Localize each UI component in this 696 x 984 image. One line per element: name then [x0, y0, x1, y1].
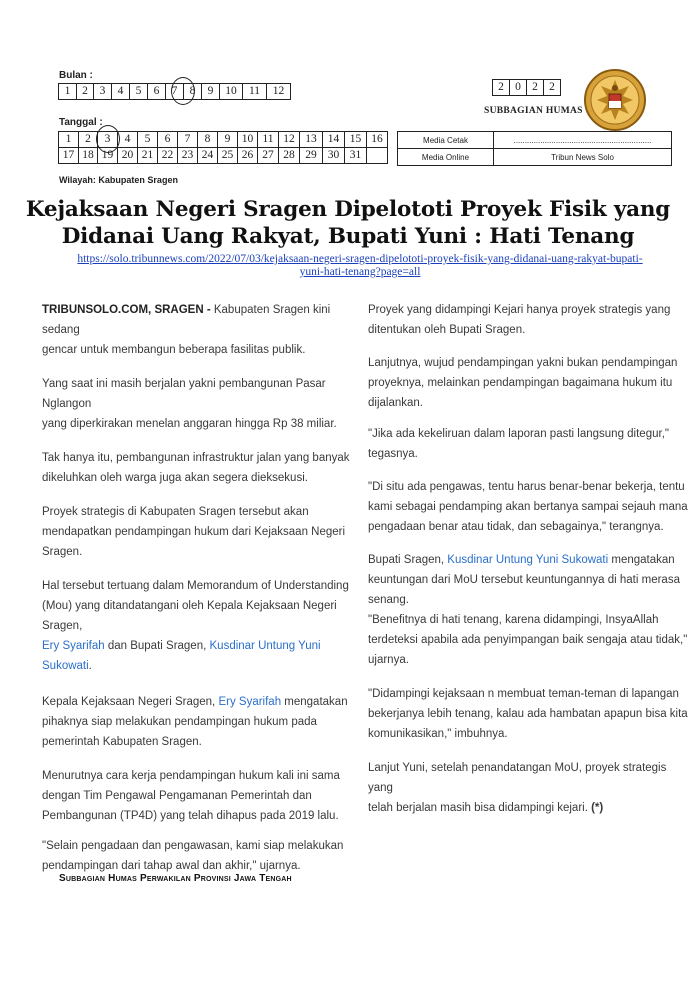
paragraph-line: Yang saat ini masih berjalan yakni pembangunan Pasar Nglangon: [42, 378, 326, 410]
date-cell: 10: [238, 132, 258, 148]
date-cell: 12: [279, 132, 300, 148]
date-cell: 8: [198, 132, 218, 148]
url-line[interactable]: yuni-hati-tenang?page=all: [299, 266, 421, 278]
date-cell: 20: [118, 148, 138, 164]
date-cell: 13: [300, 132, 323, 148]
bulan-label: Bulan :: [59, 70, 93, 81]
paragraph-line: Bupati Sragen, Kusdinar Untung Yuni Sukowati mengatakan: [368, 554, 675, 566]
paragraph-line: ditentukan oleh Bupati Sragen.: [368, 324, 526, 336]
date-cell: [367, 148, 388, 164]
date-cell: 25: [218, 148, 238, 164]
subbagian-label: SUBBAGIAN HUMAS: [484, 106, 583, 116]
date-cell: 18: [79, 148, 98, 164]
paragraph-line: pendampingan dari tahap awal dan akhir," ujarnya.: [42, 860, 301, 872]
date-cell: 24: [198, 148, 218, 164]
paragraph-line: (Mou) yang ditandatangani oleh Kepala Kejaksaan Negeri Sragen,: [42, 600, 337, 632]
year-digit: 0: [510, 80, 527, 96]
date-cell: 4: [118, 132, 138, 148]
media-cetak-label: Media Cetak: [398, 132, 494, 149]
paragraph-line: Pembangunan (TP4D) yang telah dihapus pada 2019 lalu.: [42, 810, 339, 822]
paragraph-line: terdeteksi apabila ada penyimpangan baik sengaja atau tidak,": [368, 634, 688, 646]
paragraph-line: pemerintah Kabupaten Sragen.: [42, 736, 202, 748]
article-title: [20, 196, 676, 250]
media-table: [397, 131, 672, 166]
month-cell: 10: [220, 84, 243, 100]
paragraph-line: dengan Tim Pengawal Pengamanan Pemerintah dan: [42, 790, 312, 802]
month-cell: 11: [243, 84, 267, 100]
right-column: [368, 300, 688, 818]
paragraph-line: pihaknya siap melakukan pendampingan hukum pada: [42, 716, 317, 728]
date-cell: 29: [300, 148, 323, 164]
footer-label: Subbagian Humas Perwakilan Provinsi Jawa Tengah: [59, 873, 292, 884]
paragraph-line: Lanjut Yuni, setelah penandatangan MoU, proyek strategis yang: [368, 762, 667, 794]
ery-syarifah-link[interactable]: Ery Syarifah: [218, 696, 282, 708]
month-cell: 9: [202, 84, 220, 100]
paragraph-line: bekerjanya lebih tenang, kalau ada hambatan apapun bisa kita: [368, 708, 688, 720]
ery-syarifah-link[interactable]: Ery Syarifah: [42, 640, 105, 652]
date-cell: 17: [59, 148, 79, 164]
paragraph-line: kami sebagai pendamping akan bertanya sampai sejauh mana: [368, 501, 688, 513]
month-cell: 1: [59, 84, 77, 100]
date-cell: 31: [345, 148, 367, 164]
month-cell: 8: [184, 84, 202, 100]
date-cell: 14: [323, 132, 345, 148]
paragraph-line: mendapatkan pendampingan hukum dari Kejaksaan Negeri: [42, 526, 346, 538]
url-line[interactable]: https://solo.tribunnews.com/2022/07/03/kejaksaan-negeri-sragen-dipelototi-proyek-fisik-yang-didanai-uang-rakyat-bupati-: [77, 253, 643, 265]
year-box: [492, 79, 561, 96]
date-cell: 1: [59, 132, 79, 148]
paragraph-line: "Benefitnya di hati tenang, karena didampingi, InsyaAllah: [368, 614, 659, 626]
title-line: Kejaksaan Negeri Sragen Dipelototi Proyek Fisik yang: [25, 197, 671, 222]
garuda-emblem-icon: [583, 68, 647, 132]
paragraph-line: proyeknya, melainkan pendampingan bagaimana hukum itu: [368, 377, 673, 389]
date-cell: 9: [218, 132, 238, 148]
paragraph-line: dijalankan.: [368, 397, 423, 409]
paragraph-line: senang.: [368, 594, 409, 606]
paragraph-line: telah berjalan masih bisa didampingi kejari. (*): [368, 802, 604, 814]
month-cell: 7: [166, 84, 184, 100]
tanggal-label: Tanggal :: [59, 117, 103, 128]
article-url-link[interactable]: [40, 253, 680, 279]
selected-month-circle: [171, 77, 195, 105]
date-cell: 16: [367, 132, 388, 148]
paragraph-line: gencar untuk membangun beberapa fasilitas publik.: [42, 344, 306, 356]
paragraph-line: "Selain pengadaan dan pengawasan, kami siap melakukan: [42, 840, 344, 852]
date-cell: 3: [98, 132, 118, 148]
date-cell: 23: [178, 148, 198, 164]
month-cell: 3: [94, 84, 112, 100]
title-line: Didanai Uang Rakyat, Bupati Yuni : Hati Tenang: [61, 224, 635, 249]
paragraph-line: tegasnya.: [368, 448, 418, 460]
year-digit: 2: [544, 80, 561, 96]
date-cell: 2: [79, 132, 98, 148]
year-digit: 2: [493, 80, 510, 96]
media-online-label: Media Online: [398, 149, 494, 166]
paragraph-line: "Di situ ada pengawas, tentu harus benar-benar bekerja, tentu: [368, 481, 685, 493]
paragraph-line: ujarnya.: [368, 654, 409, 666]
date-cell: 19: [98, 148, 118, 164]
paragraph-line: "Didampingi kejaksaan n membuat teman-teman di lapangan: [368, 688, 679, 700]
paragraph-line: Kepala Kejaksaan Negeri Sragen, Ery Syarifah mengatakan: [42, 696, 348, 708]
date-cell: 28: [279, 148, 300, 164]
wilayah-label: Wilayah: Kabupaten Sragen: [59, 175, 178, 185]
paragraph-line: dikeluhkan oleh warga juga akan segera dieksekusi.: [42, 472, 308, 484]
selected-date-circle: [96, 125, 120, 153]
kusdinar-link[interactable]: Kusdinar Untung Yuni Sukowati: [42, 640, 321, 672]
month-cell: 12: [267, 84, 291, 100]
paragraph-line: komunikasikan," imbuhnya.: [368, 728, 508, 740]
paragraph-line: keuntungan dari MoU tersebut keuntungannya di hati merasa: [368, 574, 680, 586]
left-column: [42, 300, 360, 876]
paragraph-line: Ery Syarifah dan Bupati Sragen, Kusdinar Untung Yuni Sukowati.: [42, 640, 321, 672]
paragraph-line: pengadaan benar atau tidak, dan sebagainya," terangnya.: [368, 521, 664, 533]
kusdinar-link[interactable]: Kusdinar Untung Yuni Sukowati: [447, 554, 609, 566]
paragraph: TRIBUNSOLO.COM, SRAGEN - Kabupaten Sragen kini sedang: [42, 304, 331, 336]
date-cell: 26: [238, 148, 258, 164]
date-cell: 27: [258, 148, 279, 164]
end-mark: (*): [591, 802, 604, 814]
date-cell: 30: [323, 148, 345, 164]
paragraph-line: Lanjutnya, wujud pendampingan yakni bukan pendampingan: [368, 357, 678, 369]
date-cell: 21: [138, 148, 158, 164]
media-online-value: Tribun News Solo: [494, 149, 672, 166]
paragraph-line: Menurutnya cara kerja pendampingan hukum kali ini sama: [42, 770, 340, 782]
paragraph-line: Tak hanya itu, pembangunan infrastruktur jalan yang banyak: [42, 452, 350, 464]
date-cell: 6: [158, 132, 178, 148]
month-cell: 6: [148, 84, 166, 100]
paragraph-line: Hal tersebut tertuang dalam Memorandum of Understanding: [42, 580, 349, 592]
month-cell: 5: [130, 84, 148, 100]
date-cell: 7: [178, 132, 198, 148]
month-cell: 2: [77, 84, 94, 100]
paragraph-line: yang diperkirakan menelan anggaran hingga Rp 38 miliar.: [42, 418, 337, 430]
paragraph-line: Proyek strategis di Kabupaten Sragen tersebut akan: [42, 506, 309, 518]
date-cell: 15: [345, 132, 367, 148]
dateline: TRIBUNSOLO.COM, SRAGEN -: [42, 304, 211, 316]
date-cell: 22: [158, 148, 178, 164]
month-cell: 4: [112, 84, 130, 100]
date-cell: 11: [258, 132, 279, 148]
paragraph-line: Sragen.: [42, 546, 83, 558]
paragraph-line: "Jika ada kekeliruan dalam laporan pasti langsung ditegur,": [368, 428, 669, 440]
paragraph-line: Proyek yang didampingi Kejari hanya proyek strategis yang: [368, 304, 671, 316]
year-digit: 2: [527, 80, 544, 96]
media-cetak-value: ..............................................................: [494, 132, 672, 149]
date-cell: 5: [138, 132, 158, 148]
